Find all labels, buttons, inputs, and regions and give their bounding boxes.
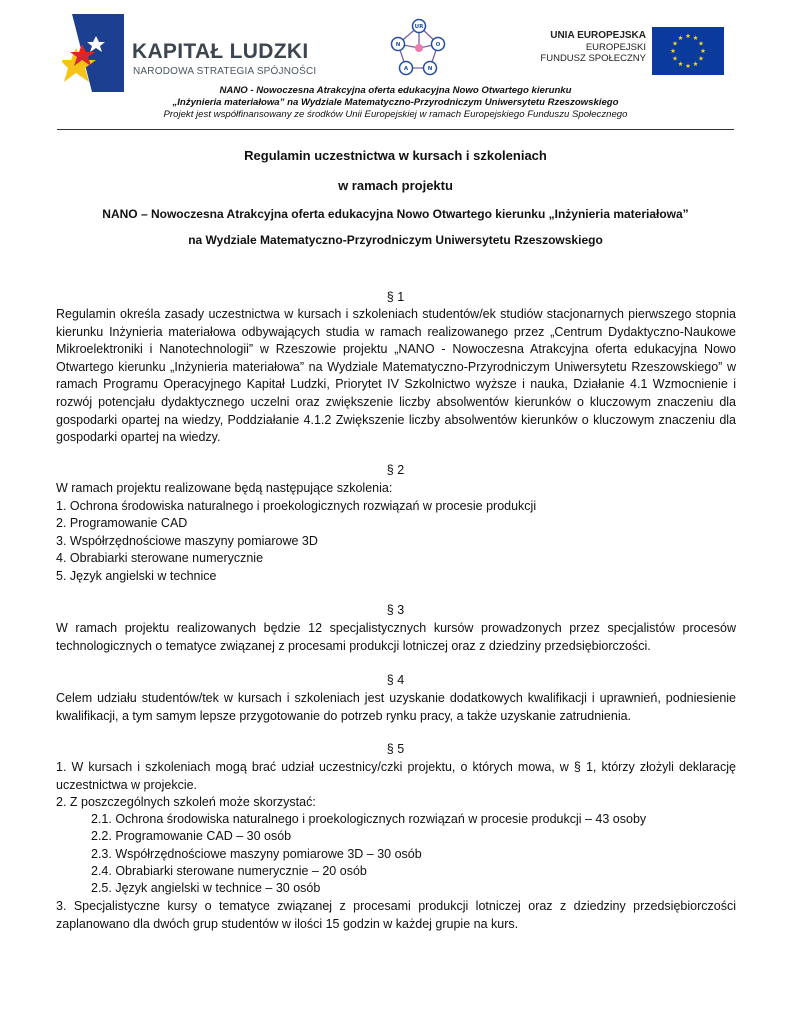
kapital-ludzki-logo [62,14,322,92]
unia-europejska-label [540,30,646,65]
section-2-item: 5. Język angielski w technice [56,569,217,583]
project-line-1: NANO - Nowoczesna Atrakcyjna oferta edukacyjna Nowo Otwartego kierunku [219,85,572,96]
document-title-line4: na Wydziale Matematyczno-Przyrodniczym Uniwersytetu Rzeszowskiego [188,233,603,247]
section-5-subitem: 2.1. Ochrona środowiska naturalnego i proekologicznych rozwiązań w procesie produkcji – 43 osoby [91,812,647,826]
section-2-intro: W ramach projektu realizowane będą następujące szkolenia: [56,481,393,495]
nano-letter-n2: N [427,66,433,72]
ue-line2: EUROPEJSKI [585,41,646,53]
section-1-text: Regulamin określa zasady uczestnictwa w kursach i szkoleniach studentów/ek studiów stacjonarnych pierwszego stopnia kierunku Inżynieria materiałowa odbywających studia w ramach realizowanego przez „Centrum Dydaktyczno-Naukowe Mikroelektroniki i Nanotechnologii” w Rzeszowie projektu „NANO - Nowoczesna Atrakcyjna oferta edukacyjna Nowo Otwartego kierunku „Inżynieria materiałowa” na Wydziale Matematyczno-Przyrodniczym Uniwersytetu Rzeszowskiego” w ramach Programu Operacyjnego Kapitał Ludzki, Priorytet IV Szkolnictwo wyższe i nauka, Działanie 4.1 Wzmocnienie i rozwój potencjału dydaktycznego uczelni oraz zwiększenie liczby absolwentów kierunków o kluczowym znaczeniu dla gospodarki opartej na wiedzy, Poddziałanie 4.1.2 Zwiększenie liczby absolwentów kierunków o kluczowym znaczeniu dla gospodarki opartej na wiedzy. [56,307,736,445]
section-5-point-3: 3. Specjalistyczne kursy o tematyce związanej z procesami produkcji lotniczej oraz z dziedziny przedsiębiorczości zaplanowano dla dwóch grup studentów w ilości 15 godzin w każdej grupie na kurs. [56,899,736,931]
kapital-ludzki-emblem-icon [62,14,124,92]
kapital-ludzki-title: KAPITAŁ LUDZKI [132,40,309,63]
section-5-point-1: 1. W kursach i szkoleniach mogą brać udział uczestnicy/czki projektu, o których mowa, w § 1, którzy złożyli deklarację uczestnictwa w projekcie. [56,760,736,792]
nano-letter-a: A [403,66,409,72]
nano-letter-ur: UR [414,24,424,30]
document-title-line2: w ramach projektu [338,178,453,193]
ue-title: UNIA EUROPEJSKA [550,30,646,41]
nano-letter-n1: N [395,42,401,48]
section-2-item: 2. Programowanie CAD [56,516,188,530]
section-5-heading: § 5 [386,742,405,756]
kapital-ludzki-subtitle: NARODOWA STRATEGIA SPÓJNOŚCI [133,66,317,77]
section-3-text: W ramach projektu realizowanych będzie 12 specjalistycznych kursów prowadzonych przez specjalistów procesów technologicznych o tematyce związanej z procesami produkcji lotniczej oraz z dziedziny przedsiębiorczości. [56,621,736,653]
section-4-heading: § 4 [386,673,405,687]
section-4-text: Celem udziału studentów/tek w kursach i szkoleniach jest uzyskanie dodatkowych kwalifikacji i uprawnień, podniesienie kwalifikacji, a tym samym lepsze przygotowanie do potrzeb rynku pracy, a także uzyskanie zatrudnienia. [56,691,736,723]
project-header [0,85,791,121]
document-title-line3: NANO – Nowoczesna Atrakcyjna oferta edukacyjna Nowo Otwartego kierunku „Inżynieria materiałowa” [102,207,689,221]
section-5-subitem: 2.3. Współrzędnościowe maszyny pomiarowe 3D – 30 osób [91,847,422,861]
project-line-2: „Inżynieria materiałowa” na Wydziale Matematyczno-Przyrodniczym Uniwersytetu Rzeszowskiego [172,97,619,108]
section-5-subitem: 2.5. Język angielski w technice – 30 osób [91,881,321,895]
section-5-subitem: 2.2. Programowanie CAD – 30 osób [91,829,292,843]
section-2-heading: § 2 [386,463,405,477]
section-2-item: 4. Obrabiarki sterowane numerycznie [56,551,264,565]
nano-molecule-logo-icon [388,18,450,78]
section-5-point-2: 2. Z poszczególnych szkoleń może skorzystać: [56,795,316,809]
ue-line3: FUNDUSZ SPOŁECZNY [540,53,646,64]
eu-flag-icon [652,27,724,75]
document-title: Regulamin uczestnictwa w kursach i szkoleniach [244,148,547,163]
section-5-subitem: 2.4. Obrabiarki sterowane numerycznie – 20 osób [91,864,367,878]
funding-line: Projekt jest współfinansowany ze środków Unii Europejskiej w ramach Europejskiego Funduszu Społecznego [163,109,628,120]
section-2-item: 1. Ochrona środowiska naturalnego i proekologicznych rozwiązań w procesie produkcji [56,499,537,513]
section-2-item: 3. Współrzędnościowe maszyny pomiarowe 3D [56,534,318,548]
nano-letter-o: O [435,42,441,48]
header-divider [57,129,734,130]
section-3-heading: § 3 [386,603,405,617]
section-1-heading: § 1 [386,290,405,304]
